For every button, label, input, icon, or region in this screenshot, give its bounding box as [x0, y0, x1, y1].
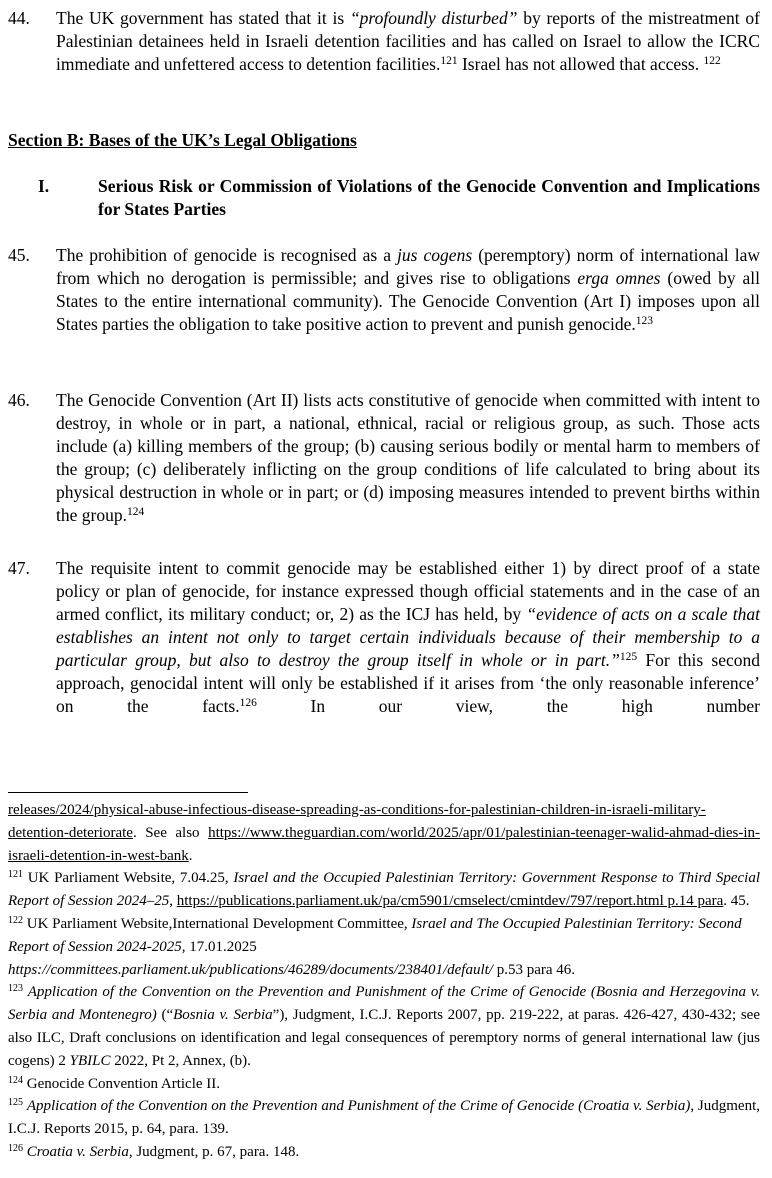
paragraph-44 — [8, 7, 760, 76]
paragraph-number: 46. — [8, 390, 30, 410]
text: UK Parliament Website,International Development Committee, — [23, 915, 412, 932]
text: by reports of the mistreatment of Palestinian detainees held in Israeli detention facilities and has called on Israel to allow the ICRC immediate and unfettered access to detention facilities. — [56, 8, 760, 74]
footnote-ref-122[interactable]: 122 — [703, 55, 721, 67]
footnote-126 — [8, 1141, 760, 1164]
subheading-text: Serious Risk or Commission of Violations of the Genocide Convention and Implications for States Parties — [98, 176, 760, 219]
italic-term: jus cogens — [397, 245, 473, 265]
paragraph-body — [56, 557, 760, 718]
footnote-number: 126 — [8, 1142, 23, 1154]
text: . See also — [132, 824, 209, 841]
text: For this second approach, genocidal intent will only be established if it arises from ‘the only reasonable inference’ on the facts. — [56, 650, 760, 716]
italic-title: Application of the Convention on the Prevention and Punishment of the Crime of Genocide (Croatia v. Serbia) — [26, 1098, 691, 1115]
footnote-link[interactable]: https://committees.parliament.uk/publications/46289/documents/238401/default/ — [8, 961, 493, 978]
footnote-ref-124[interactable]: 124 — [126, 506, 145, 518]
footnote-ref-121[interactable]: 121 — [440, 55, 458, 67]
footnote-link[interactable]: releases/2024/physical-abuse-infectious-disease-spreading-as-conditions-for-palestinian-children-in-israeli-military-detention-deteriorate — [8, 802, 706, 841]
text: , Judgment, I.C.J. Reports 2015, p. 64, para. 139. — [8, 1098, 760, 1138]
footnote-number: 121 — [8, 869, 23, 881]
subheading-number: I. — [38, 176, 50, 196]
text: 2022, Pt 2, Annex, (b). — [110, 1052, 251, 1069]
text: Genocide Convention Article II. — [23, 1075, 221, 1092]
text: (“ — [156, 1007, 174, 1024]
footnote-continuation — [8, 799, 760, 867]
text: 17.01.2025 — [185, 938, 257, 955]
text: The requisite intent to commit genocide may be established either 1) by direct proof of a state policy or plan of genocide, for instance expressed though official statements and in the case of an armed conflict, its military conduct; or, 2) as the ICJ has held, by — [56, 558, 760, 624]
paragraph-body — [56, 389, 760, 527]
subheading — [38, 175, 760, 221]
text: The UK government has stated that it is — [56, 8, 350, 28]
section-heading: Section B: Bases of the UK’s Legal Obligations — [8, 130, 357, 150]
paragraph-number: 44. — [8, 8, 30, 28]
paragraph-body — [56, 7, 760, 76]
text: (owed by all States to the entire international community). The Genocide Convention (Art I) imposes upon all States parties the obligation to take positive action to prevent and punish genocide. — [56, 268, 760, 334]
footnotes — [8, 799, 760, 1164]
quote-text: “evidence of acts on a scale that establishes an intent not only to target certain individuals because of their membership to a particular group, but also to destroy the group itself in whole or in part.” — [56, 604, 760, 670]
footnote-link[interactable]: https://www.theguardian.com/world/2025/apr/01/palestinian-teenager-walid-ahmad-dies-in-israeli-detention-in-west-bank — [8, 824, 760, 864]
footnote-number: 124 — [8, 1074, 23, 1086]
italic-title: Application of the Convention on the Prevention and Punishment of the Crime of Genocide (Bosnia and Herzegovina v. Serbia and Montenegro) — [8, 984, 761, 1024]
italic-title: Israel and The Occupied Palestinian Territory: Second Report of Session 2024-2025, — [8, 915, 742, 955]
italic-title: Croatia v. Serbia — [26, 1143, 129, 1160]
text: In our view, the high number — [256, 696, 760, 716]
footnote-link[interactable]: https://publications.parliament.uk/pa/cm5901/cmselect/cmintdev/797/report.html p.14 para — [176, 893, 724, 910]
footnote-ref-125[interactable]: 125 — [619, 651, 638, 663]
text: ”), Judgment, I.C.J. Reports 2007, pp. 219-222, at paras. 426-427, 430-432; see also ILC, Draft conclusions on identification and legal consequences of peremptory norms of general international law (jus cogens) 2 — [8, 1007, 761, 1069]
footnote-123 — [8, 981, 760, 1072]
footnote-number: 122 — [8, 914, 23, 926]
footnote-122 — [8, 913, 760, 981]
text: (peremptory) norm of international law from which no derogation is permissible; and gives rise to obligations — [56, 245, 760, 288]
text: . — [188, 847, 193, 864]
text: Israel has not allowed that access. — [457, 54, 704, 74]
text: . 45. — [723, 893, 750, 910]
footnote-121 — [8, 867, 760, 913]
paragraph-number: 47. — [8, 558, 30, 578]
italic-title: Israel and the Occupied Palestinian Territory: Government Response to Third Special Report of Session 2024–25, — [8, 870, 760, 910]
text: , Judgment, p. 67, para. 148. — [128, 1143, 300, 1160]
footnote-124 — [8, 1073, 760, 1096]
paragraph-47 — [8, 557, 760, 718]
paragraph-number: 45. — [8, 245, 30, 265]
text: UK Parliament Website, 7.04.25, — [23, 870, 234, 887]
footnote-ref-123[interactable]: 123 — [635, 315, 654, 327]
text: p.53 para 46. — [492, 961, 576, 978]
footnote-number: 125 — [8, 1097, 23, 1109]
quote-text: “profoundly disturbed” — [349, 8, 518, 28]
italic-title: YBILC — [69, 1052, 111, 1069]
italic-title: Bosnia v. Serbia — [173, 1007, 273, 1024]
footnote-separator — [8, 792, 248, 793]
text: The prohibition of genocide is recognised as a — [56, 245, 398, 265]
text: The Genocide Convention (Art II) lists acts constitutive of genocide when committed with intent to destroy, in whole or in part, a national, ethnical, racial or religious group, as such. Those acts include (a) killing members of the group; (b) causing serious bodily or mental harm to members of the group; (c) deliberately inflicting on the group conditions of life calculated to bring about its physical destruction in whole or in part; or (d) imposing measures intended to prevent births within the group. — [56, 390, 760, 525]
footnote-number: 123 — [8, 983, 23, 995]
paragraph-body — [56, 244, 760, 336]
italic-term: erga omnes — [577, 268, 661, 288]
paragraph-46 — [8, 389, 760, 527]
paragraph-45 — [8, 244, 760, 336]
footnote-ref-126[interactable]: 126 — [239, 697, 257, 709]
footnote-125 — [8, 1095, 760, 1141]
